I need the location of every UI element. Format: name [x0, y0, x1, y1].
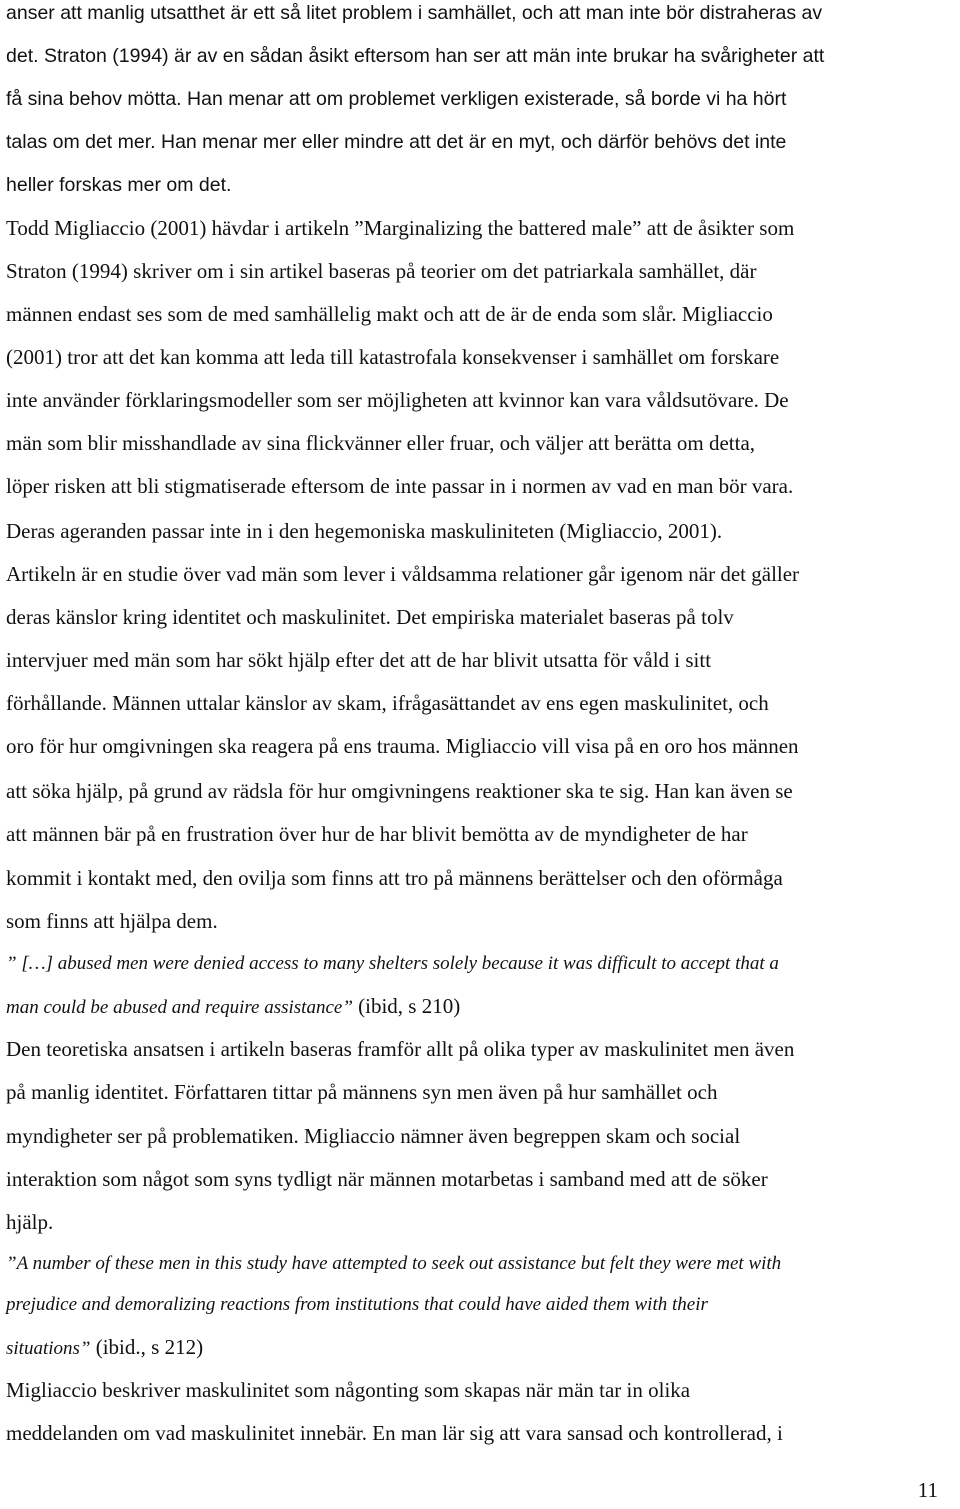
text-line: intervjuer med män som har sökt hjälp efter det att de har blivit utsatta för våld i sitt: [6, 648, 712, 672]
text-line: förhållande. Männen uttalar känslor av skam, ifrågasättandet av ens egen maskulinitet, och: [6, 691, 769, 715]
text-line: männen endast ses som de med samhällelig makt och att de är de enda som slår. Migliaccio: [6, 302, 773, 326]
text-line: att männen bär på en frustration över hur de har blivit bemötta av de myndigheter de har: [6, 822, 748, 846]
page-number: 11: [917, 1478, 938, 1502]
text-line: Artikeln är en studie över vad män som lever i våldsamma relationer går igenom när det gäller: [6, 562, 800, 586]
text-line: kommit i kontakt med, den ovilja som finns att tro på männens berättelser och den oförmåga: [6, 866, 783, 890]
text-line: interaktion som något som syns tydligt när männen motarbetas i samband med att de söker: [6, 1167, 768, 1191]
text-line: (2001) tror att det kan komma att leda till katastrofala konsekvenser i samhället om forskare: [6, 345, 780, 369]
quote-citation: (ibid, s 210): [352, 994, 461, 1018]
quote-line: [6, 994, 460, 1019]
text-line: myndigheter ser på problematiken. Migliaccio nämner även begreppen skam och social: [6, 1124, 741, 1148]
text-line: som finns att hjälpa dem.: [6, 909, 218, 933]
text-line: få sina behov mötta. Han menar att om problemet verkligen existerade, så borde vi ha hört: [6, 88, 787, 110]
text-line: hjälp.: [6, 1210, 54, 1234]
quote-line: prejudice and demoralizing reactions from institutions that could have aided them with their: [6, 1294, 708, 1315]
text-line: Deras ageranden passar inte in i den hegemoniska maskuliniteten (Migliaccio, 2001).: [6, 519, 723, 543]
quote-text: situations”: [6, 1338, 91, 1359]
text-line: att söka hjälp, på grund av rädsla för hur omgivningens reaktioner ska te sig. Han kan även se: [6, 779, 793, 803]
text-line: på manlig identitet. Författaren tittar på männens syn men även på hur samhället och: [6, 1080, 718, 1104]
text-line: oro för hur omgivningen ska reagera på ens trauma. Migliaccio vill visa på en oro hos männen: [6, 734, 799, 758]
text-line: heller forskas mer om det.: [6, 174, 232, 196]
quote-line: [6, 1335, 203, 1360]
text-line: anser att manlig utsatthet är ett så litet problem i samhället, och att man inte bör distraheras av: [6, 2, 823, 24]
quote-text: man could be abused and require assistance”: [6, 997, 353, 1018]
text-line: löper risken att bli stigmatiserade eftersom de inte passar in i normen av vad en man bör vara.: [6, 474, 794, 498]
text-line: deras känslor kring identitet och maskulinitet. Det empiriska materialet baseras på tolv: [6, 605, 734, 629]
text-line: Straton (1994) skriver om i sin artikel baseras på teorier om det patriarkala samhället, där: [6, 259, 757, 283]
text-line: meddelanden om vad maskulinitet innebär. En man lär sig att vara sansad och kontrollerad, i: [6, 1421, 783, 1445]
text-line: män som blir misshandlade av sina flickvänner eller fruar, och väljer att berätta om detta,: [6, 431, 756, 455]
quote-line: ”A number of these men in this study have attempted to seek out assistance but felt they were met with: [6, 1253, 782, 1274]
text-line: inte använder förklaringsmodeller som ser möjligheten att kvinnor kan vara våldsutövare. De: [6, 388, 789, 412]
text-line: Den teoretiska ansatsen i artikeln baseras framför allt på olika typer av maskulinitet men även: [6, 1037, 795, 1061]
text-line: Migliaccio beskriver maskulinitet som någonting som skapas när män tar in olika: [6, 1378, 691, 1402]
text-line: Todd Migliaccio (2001) hävdar i artikeln ”Marginalizing the battered male” att de åsikter som: [6, 216, 795, 240]
text-line: det. Straton (1994) är av en sådan åsikt eftersom han ser att män inte brukar ha svårigheter att: [6, 45, 825, 67]
quote-citation: (ibid., s 212): [90, 1335, 204, 1359]
text-line: talas om det mer. Han menar mer eller mindre att det är en myt, och därför behövs det inte: [6, 131, 787, 153]
quote-line: ” […] abused men were denied access to many shelters solely because it was difficult to accept that a: [6, 953, 779, 974]
